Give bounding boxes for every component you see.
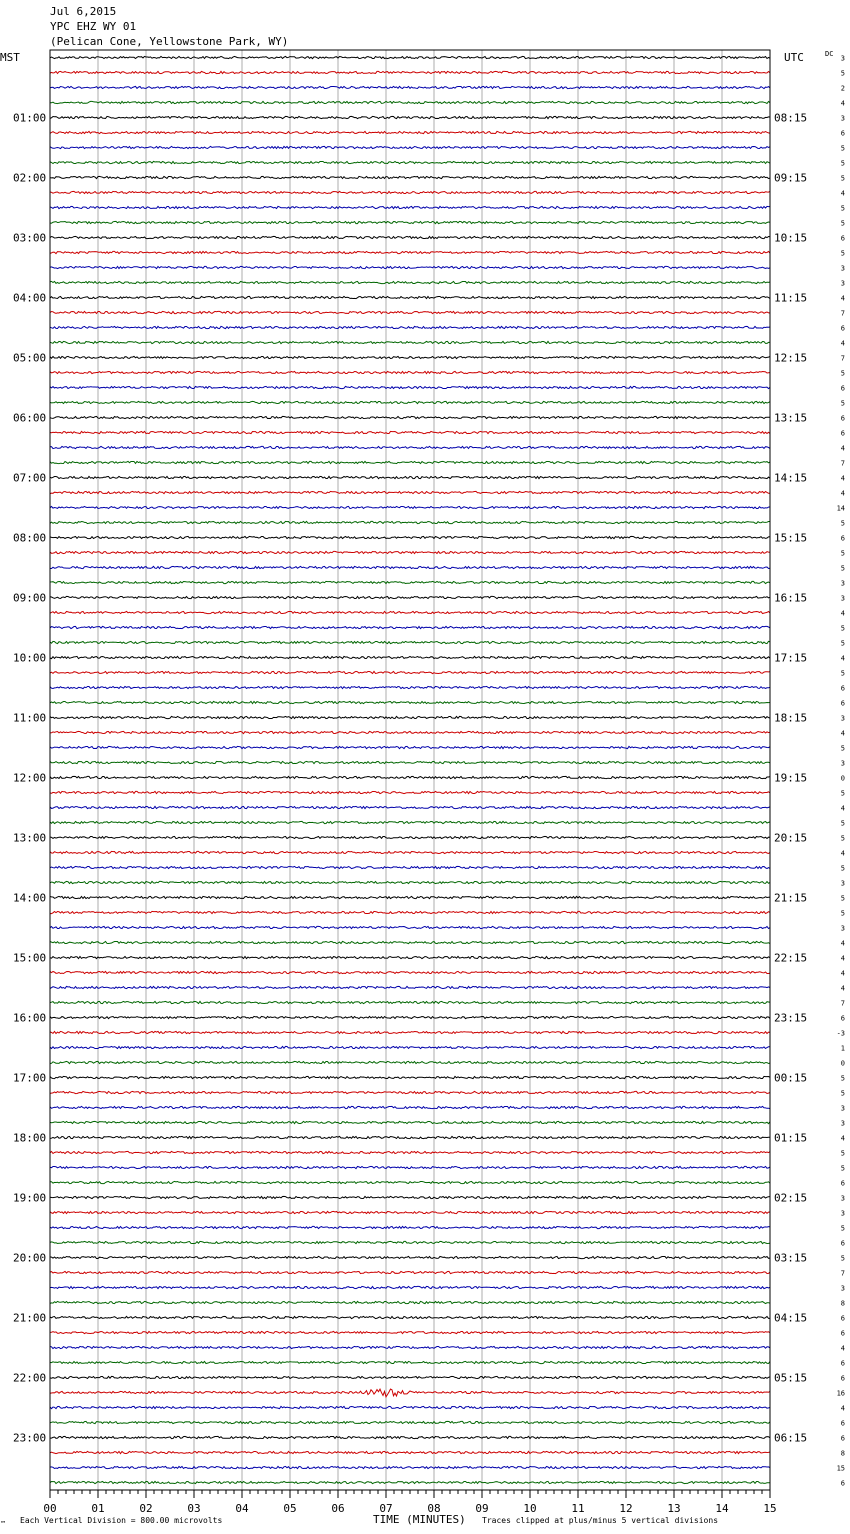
dc-offset-label: 5 [840,174,845,183]
dc-offset-label: 6 [840,1014,845,1023]
seismic-trace [50,1211,770,1213]
scale-note: Each Vertical Division = 800.00 microvolts [20,1516,223,1525]
dc-offset-label: 3 [840,279,845,288]
dc-offset-label: 3 [840,924,845,933]
dc-offset-label: 5 [840,1089,845,1098]
dc-offset-label: 5 [840,549,845,558]
seismic-trace [50,611,770,613]
dc-offset-label: 5 [840,369,845,378]
dc-offset-label: 3 [840,579,845,588]
dc-offset-label: 5 [840,624,845,633]
dc-offset-label: 6 [840,1479,845,1488]
x-axis [43,1490,776,1515]
seismic-trace [50,896,770,898]
dc-offset-label: 6 [840,384,845,393]
dc-offset-label: 3 [840,1119,845,1128]
mst-hour-label: 11:00 [13,711,47,725]
dc-offset-label: 2 [840,84,845,93]
dc-offset-label: 5 [840,639,845,648]
dc-offset-label: 5 [840,519,845,528]
dc-offset-label: 6 [840,234,845,243]
seismic-trace [50,461,770,463]
seismic-trace [50,1001,770,1003]
seismic-trace [50,1346,770,1348]
dc-offset-label: 5 [840,1149,845,1158]
x-tick-label: 03 [187,1502,201,1515]
mst-hour-label: 14:00 [13,891,47,905]
trace-group [50,56,770,1483]
dc-offset-label: 6 [840,1374,845,1383]
dc-offset-label: 3 [840,1284,845,1293]
dc-offset-label: 6 [840,1179,845,1188]
dc-offset-labels [837,55,845,1488]
dc-offset-label: 7 [840,459,845,468]
seismic-trace [50,596,770,598]
seismic-trace [50,941,770,943]
seismic-trace [50,116,770,118]
mst-hour-label: 08:00 [13,531,47,545]
seismic-trace [50,1481,770,1483]
seismic-trace [50,386,770,388]
seismic-trace [50,806,770,808]
seismic-trace [50,491,770,493]
seismic-trace [50,221,770,223]
mst-hour-label: 07:00 [13,471,47,485]
seismic-trace [50,296,770,298]
mst-hour-label: 16:00 [13,1011,47,1025]
x-tick-label: 00 [43,1502,57,1515]
seismic-trace [50,1421,770,1423]
seismic-trace [50,1091,770,1093]
utc-hour-label: 19:15 [774,771,808,785]
seismic-trace [50,1136,770,1138]
utc-hour-label: 20:15 [774,831,808,845]
seismic-trace [50,866,770,868]
mst-hour-label: 13:00 [13,831,47,845]
dc-offset-label: 5 [840,1224,845,1233]
seismic-trace [50,1389,770,1397]
x-tick-label: 15 [763,1502,777,1515]
mst-hour-label: 10:00 [13,651,47,665]
seismic-trace [50,236,770,238]
seismic-trace [50,1451,770,1453]
seismic-trace [50,1466,770,1468]
dc-offset-label: 3 [840,1194,845,1203]
dc-offset-label: 7 [840,999,845,1008]
mst-hour-label: 06:00 [13,411,47,425]
dc-offset-label: 4 [840,939,845,948]
dc-offset-label: 5 [840,894,845,903]
dc-offset-label: -3 [836,1029,845,1038]
dc-offset-label: 4 [840,984,845,993]
dc-offset-label: 4 [840,339,845,348]
mst-hour-label: 15:00 [13,951,47,965]
utc-hour-label: 16:15 [774,591,808,605]
utc-hour-label: 18:15 [774,711,808,725]
seismic-trace [50,86,770,88]
utc-hour-label: 02:15 [774,1191,808,1205]
dc-offset-label: 4 [840,489,845,498]
dc-offset-label: 6 [840,1314,845,1323]
mst-hour-label: 09:00 [13,591,47,605]
dc-offset-label: 4 [840,954,845,963]
seismic-trace [50,671,770,673]
seismic-trace [50,356,770,358]
utc-hour-label: 11:15 [774,291,808,305]
seismic-trace [50,341,770,343]
x-tick-label: 05 [283,1502,297,1515]
seismic-trace [50,551,770,553]
utc-hour-label: 22:15 [774,951,808,965]
dc-offset-label: 5 [840,69,845,78]
seismic-trace [50,791,770,793]
dc-label: DC [825,50,834,58]
seismic-trace [50,371,770,373]
dc-offset-label: 15 [836,1464,845,1473]
x-tick-label: 01 [91,1502,105,1515]
seismic-trace [50,836,770,838]
utc-hour-label: 01:15 [774,1131,808,1145]
seismic-trace [50,1241,770,1243]
seismic-trace [50,641,770,643]
left-hour-labels [13,112,46,1445]
dc-offset-label: 7 [840,1269,845,1278]
grid [98,50,722,1490]
utc-hour-label: 10:15 [774,231,808,245]
dc-offset-label: 6 [840,684,845,693]
dc-offset-label: 5 [840,144,845,153]
x-tick-label: 11 [571,1502,585,1515]
dc-offset-label: 3 [840,1104,845,1113]
mst-hour-label: 03:00 [13,231,47,245]
x-tick-label: 07 [379,1502,393,1515]
seismic-trace [50,656,770,658]
seismic-trace [50,1031,770,1033]
mst-hour-label: 20:00 [13,1251,47,1265]
dc-offset-label: 3 [840,879,845,888]
station-location: (Pelican Cone, Yellowstone Park, WY) [50,35,289,48]
dc-offset-label: 4 [840,474,845,483]
dc-offset-label: 4 [840,1404,845,1413]
seismic-trace [50,521,770,523]
left-zone-label: MST [0,51,20,64]
seismic-trace [50,566,770,568]
seismic-trace [50,416,770,418]
seismic-trace [50,821,770,823]
dc-offset-label: 3 [840,114,845,123]
x-tick-label: 10 [523,1502,537,1515]
seismic-trace [50,1166,770,1168]
dc-offset-label: 7 [840,354,845,363]
seismic-trace [50,1376,770,1378]
utc-hour-label: 08:15 [774,111,808,125]
dc-offset-label: 5 [840,219,845,228]
dc-offset-label: 6 [840,1239,845,1248]
seismic-trace [50,326,770,328]
dc-offset-label: 5 [840,204,845,213]
seismic-trace [50,1286,770,1288]
seismic-trace [50,626,770,628]
mst-hour-label: 19:00 [13,1191,47,1205]
seismic-trace [50,1076,770,1078]
dc-offset-label: 4 [840,189,845,198]
dc-offset-label: 5 [840,834,845,843]
seismic-trace [50,971,770,973]
utc-hour-label: 21:15 [774,891,808,905]
utc-hour-label: 05:15 [774,1371,808,1385]
dc-offset-label: 6 [840,129,845,138]
x-tick-label: 12 [619,1502,633,1515]
seismic-trace [50,536,770,538]
dc-offset-label: 5 [840,909,845,918]
utc-hour-label: 15:15 [774,531,808,545]
dc-offset-label: 5 [840,789,845,798]
dc-offset-label: 5 [840,249,845,258]
seismic-trace [50,1436,770,1438]
seismic-trace [50,431,770,433]
x-tick-label: 08 [427,1502,441,1515]
seismic-trace [50,476,770,478]
x-tick-label: 14 [715,1502,729,1515]
dc-offset-label: 5 [840,669,845,678]
seismic-trace [50,1226,770,1228]
utc-hour-label: 03:15 [774,1251,808,1265]
dc-offset-label: 5 [840,1254,845,1263]
mst-hour-label: 22:00 [13,1371,47,1385]
dc-offset-label: 4 [840,849,845,858]
mst-hour-label: 17:00 [13,1071,47,1085]
seismic-trace [50,191,770,193]
seismic-trace [50,731,770,733]
station-code: YPC EHZ WY 01 [50,20,137,33]
dc-offset-label: 3 [840,264,845,273]
seismic-trace [50,581,770,583]
dc-offset-label: 0 [840,1059,845,1068]
x-tick-label: 02 [139,1502,153,1515]
seismic-trace [50,986,770,988]
seismic-trace [50,446,770,448]
dc-offset-label: 6 [840,414,845,423]
seismic-trace [50,1151,770,1153]
seismic-trace [50,71,770,73]
mst-hour-label: 05:00 [13,351,47,365]
seismic-trace [50,101,770,103]
seismic-trace [50,311,770,313]
seismic-trace [50,281,770,283]
dc-offset-label: 5 [840,564,845,573]
utc-hour-label: 06:15 [774,1431,808,1445]
mst-hour-label: 02:00 [13,171,47,185]
seismic-trace [50,716,770,718]
dc-offset-label: 3 [840,759,845,768]
dc-offset-label: 6 [840,1329,845,1338]
dc-offset-label: 6 [840,429,845,438]
dc-offset-label: 7 [840,309,845,318]
seismic-trace [50,1406,770,1408]
dc-offset-label: 5 [840,819,845,828]
seismic-trace [50,926,770,928]
seismic-trace [50,1196,770,1198]
dc-offset-label: 6 [840,699,845,708]
seismic-trace [50,131,770,133]
seismic-trace [50,56,770,58]
dc-offset-label: 8 [840,1449,845,1458]
seismic-trace [50,1301,770,1303]
seismic-trace [50,761,770,763]
mst-hour-label: 21:00 [13,1311,47,1325]
seismic-trace [50,1046,770,1048]
seismic-trace [50,746,770,748]
x-tick-label: 04 [235,1502,249,1515]
dc-offset-label: 4 [840,654,845,663]
seismic-trace [50,251,770,253]
x-tick-label: 13 [667,1502,681,1515]
dc-offset-label: 4 [840,1134,845,1143]
mst-hour-label: 04:00 [13,291,47,305]
dc-offset-label: 3 [840,594,845,603]
seismic-trace [50,851,770,853]
dc-offset-label: 5 [840,744,845,753]
dc-offset-label: 1 [840,1044,845,1053]
dc-offset-label: 6 [840,1419,845,1428]
clip-note: Traces clipped at plus/minus 5 vertical divisions [482,1516,719,1525]
seismic-trace [50,701,770,703]
seismic-trace [50,1106,770,1108]
x-axis-title: TIME (MINUTES) [373,1513,466,1526]
dc-offset-label: 6 [840,1434,845,1443]
seismic-trace [50,401,770,403]
seismic-trace [50,1256,770,1258]
seismic-trace [50,146,770,148]
plot-date: Jul 6,2015 [50,5,117,18]
seismic-trace [50,176,770,178]
seismic-trace [50,266,770,268]
dc-offset-label: 4 [840,729,845,738]
dc-offset-label: 6 [840,534,845,543]
dc-offset-label: 5 [840,399,845,408]
dc-offset-label: 4 [840,609,845,618]
seismic-trace [50,881,770,883]
seismic-trace [50,686,770,688]
dc-offset-label: 16 [836,1389,845,1398]
seismic-trace [50,1271,770,1273]
dc-offset-label: 8 [840,1299,845,1308]
dc-offset-label: 3 [840,714,845,723]
seismic-trace [50,506,770,508]
utc-hour-label: 12:15 [774,351,808,365]
dc-offset-label: 4 [840,969,845,978]
seismic-trace [50,1331,770,1333]
dc-offset-label: 4 [840,99,845,108]
dc-offset-label: 6 [840,324,845,333]
seismic-trace [50,911,770,913]
utc-hour-label: 04:15 [774,1311,808,1325]
mst-hour-label: 23:00 [13,1431,47,1445]
bottom-left-mark: ™ [1,1520,6,1528]
seismic-trace [50,161,770,163]
mst-hour-label: 12:00 [13,771,47,785]
mst-hour-label: 01:00 [13,111,47,125]
dc-offset-label: 4 [840,804,845,813]
dc-offset-label: 6 [840,1359,845,1368]
seismic-trace [50,206,770,208]
utc-hour-label: 00:15 [774,1071,808,1085]
seismic-trace [50,1061,770,1063]
x-tick-label: 06 [331,1502,345,1515]
right-hour-labels [774,112,807,1445]
seismic-trace [50,1361,770,1363]
seismic-trace [50,1316,770,1318]
dc-offset-label: 4 [840,444,845,453]
seismic-trace [50,1016,770,1018]
utc-hour-label: 23:15 [774,1011,808,1025]
right-zone-label: UTC [784,51,804,64]
dc-offset-label: 5 [840,1164,845,1173]
dc-offset-label: 4 [840,1344,845,1353]
mst-hour-label: 18:00 [13,1131,47,1145]
dc-offset-label: 4 [840,294,845,303]
dc-offset-label: 3 [840,54,845,63]
dc-offset-label: 0 [840,774,845,783]
dc-offset-label: 5 [840,864,845,873]
x-tick-label: 09 [475,1502,489,1515]
seismic-trace [50,1121,770,1123]
utc-hour-label: 09:15 [774,171,808,185]
utc-hour-label: 14:15 [774,471,808,485]
dc-offset-label: 14 [836,504,845,513]
seismic-trace [50,1181,770,1183]
seismic-trace [50,776,770,778]
seismic-trace [50,956,770,958]
dc-offset-label: 5 [840,159,845,168]
utc-hour-label: 13:15 [774,411,808,425]
dc-offset-label: 3 [840,1209,845,1218]
utc-hour-label: 17:15 [774,651,808,665]
dc-offset-label: 5 [840,1074,845,1083]
